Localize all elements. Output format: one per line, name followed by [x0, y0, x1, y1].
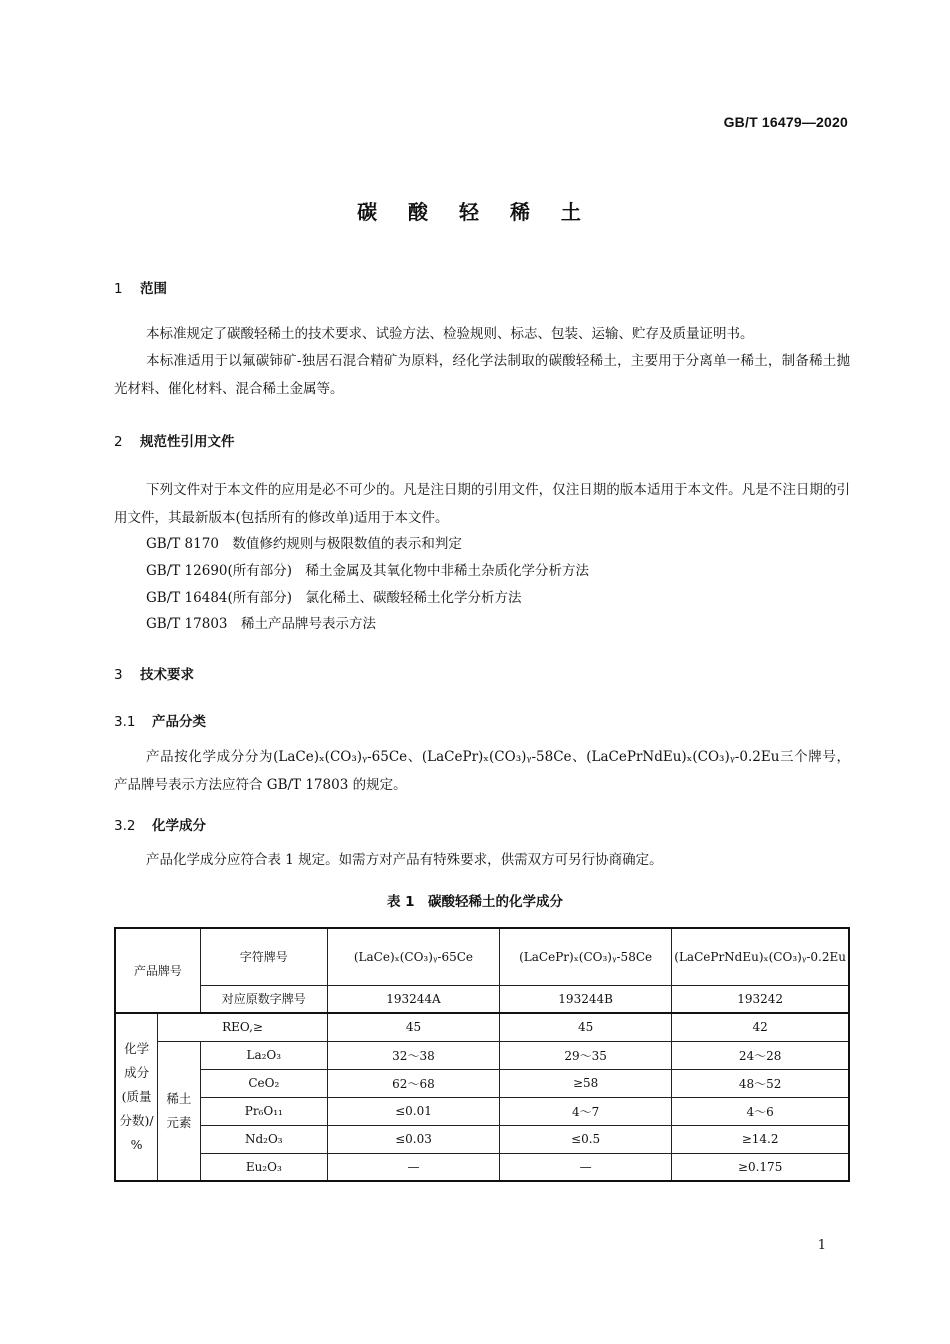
section-title: 化学成分 — [152, 818, 206, 834]
label-line: 稀土 — [166, 1090, 192, 1106]
reo-label: REO,≥ — [158, 1013, 328, 1041]
value-cell: — — [499, 1153, 671, 1181]
value-cell: 4～7 — [499, 1097, 671, 1125]
value-cell: 24～28 — [672, 1041, 849, 1069]
section-1-heading — [114, 277, 167, 297]
section-3-2-para: 产品化学成分应符合表 1 规定。如需方对产品有特殊要求，供需双方可另行协商确定。 — [146, 852, 663, 868]
label-line: 成分 — [124, 1065, 150, 1080]
numeric-grade-header: 对应原数字牌号 — [200, 985, 327, 1013]
section-3-1-heading — [114, 710, 206, 730]
value-cell: ≤0.01 — [327, 1097, 499, 1125]
reference-item: GB/T 17803 稀土产品牌号表示方法 — [146, 616, 376, 632]
value-cell: ≥14.2 — [672, 1125, 849, 1153]
rare-earth-label — [158, 1041, 200, 1181]
section-3-heading — [114, 663, 194, 683]
composition-table — [114, 927, 850, 1182]
label-line: (质量 — [121, 1089, 152, 1104]
value-cell: ≥58 — [499, 1069, 671, 1097]
section-title: 范围 — [140, 281, 167, 297]
reference-item: GB/T 8170 数值修约规则与极限数值的表示和判定 — [146, 536, 462, 552]
product-grade-header: 产品牌号 — [115, 928, 200, 1013]
section-number: 3 — [114, 667, 123, 683]
value-cell: ≥0.175 — [672, 1153, 849, 1181]
value-cell: 45 — [327, 1013, 499, 1041]
code-cell: 193244A — [327, 985, 499, 1013]
section-number: 1 — [114, 281, 123, 297]
value-cell: 62～68 — [327, 1069, 499, 1097]
section-1-para-1: 本标准规定了碳酸轻稀土的技术要求、试验方法、检验规则、标志、包装、运输、贮存及质量证明书。 — [146, 326, 754, 342]
section-number: 2 — [114, 434, 123, 450]
oxide-label: Nd₂O₃ — [200, 1125, 327, 1153]
label-line: 化学 — [124, 1041, 150, 1056]
section-2-heading — [114, 430, 235, 450]
section-title: 产品分类 — [152, 714, 206, 730]
section-3-2-heading — [114, 814, 206, 834]
value-cell: ≤0.5 — [499, 1125, 671, 1153]
section-1-para-2: 本标准适用于以氟碳铈矿-独居石混合精矿为原料，经化学法制取的碳酸轻稀土，主要用于分离单一稀土，制备稀土抛光材料、催化材料、混合稀土金属等。 — [114, 353, 850, 397]
section-2-para-1: 下列文件对于本文件的应用是必不可少的。凡是注日期的引用文件，仅注日期的版本适用于本文件。凡是不注日期的引用文件，其最新版本(包括所有的修改单)适用于本文件。 — [114, 482, 850, 526]
value-cell: 48～52 — [672, 1069, 849, 1097]
oxide-label: Eu₂O₃ — [200, 1153, 327, 1181]
page-number: 1 — [817, 1238, 826, 1253]
oxide-label: La₂O₃ — [200, 1041, 327, 1069]
brand-cell: (LaCePr)ₓ(CO₃)ᵧ-58Ce — [499, 928, 671, 985]
section-title: 规范性引用文件 — [140, 434, 235, 450]
reference-item: GB/T 16484(所有部分) 氯化稀土、碳酸轻稀土化学分析方法 — [146, 590, 522, 606]
code-cell: 193244B — [499, 985, 671, 1013]
label-line: % — [130, 1137, 143, 1152]
char-grade-header: 字符牌号 — [200, 928, 327, 985]
section-number: 3.1 — [114, 714, 136, 730]
section-title: 技术要求 — [140, 667, 194, 683]
oxide-label: Pr₆O₁₁ — [200, 1097, 327, 1125]
label-line: 分数)/ — [119, 1113, 154, 1128]
value-cell: 4～6 — [672, 1097, 849, 1125]
value-cell: 29～35 — [499, 1041, 671, 1069]
document-title: 碳 酸 轻 稀 土 — [357, 200, 593, 224]
oxide-label: CeO₂ — [200, 1069, 327, 1097]
section-number: 3.2 — [114, 818, 136, 834]
standard-number: GB/T 16479—2020 — [723, 114, 848, 130]
value-cell: 32～38 — [327, 1041, 499, 1069]
chem-composition-label — [115, 1013, 158, 1181]
value-cell: 45 — [499, 1013, 671, 1041]
table-caption: 表 1 碳酸轻稀土的化学成分 — [386, 894, 564, 910]
value-cell: 42 — [672, 1013, 849, 1041]
value-cell: ≤0.03 — [327, 1125, 499, 1153]
section-3-1-para: 产品按化学成分分为(LaCe)ₓ(CO₃)ᵧ-65Ce、(LaCePr)ₓ(CO₃)ᵧ-58Ce、(LaCePrNdEu)ₓ(CO₃)ᵧ-0.2Eu三个牌号，产品牌号表示方法应符合 GB/T 17803 的规定。 — [114, 749, 850, 793]
brand-cell: (LaCe)ₓ(CO₃)ᵧ-65Ce — [327, 928, 499, 985]
code-cell: 193242 — [672, 985, 849, 1013]
value-cell: — — [327, 1153, 499, 1181]
brand-cell: (LaCePrNdEu)ₓ(CO₃)ᵧ-0.2Eu — [672, 928, 849, 985]
label-line: 元素 — [166, 1114, 192, 1130]
reference-item: GB/T 12690(所有部分) 稀土金属及其氧化物中非稀土杂质化学分析方法 — [146, 563, 590, 579]
